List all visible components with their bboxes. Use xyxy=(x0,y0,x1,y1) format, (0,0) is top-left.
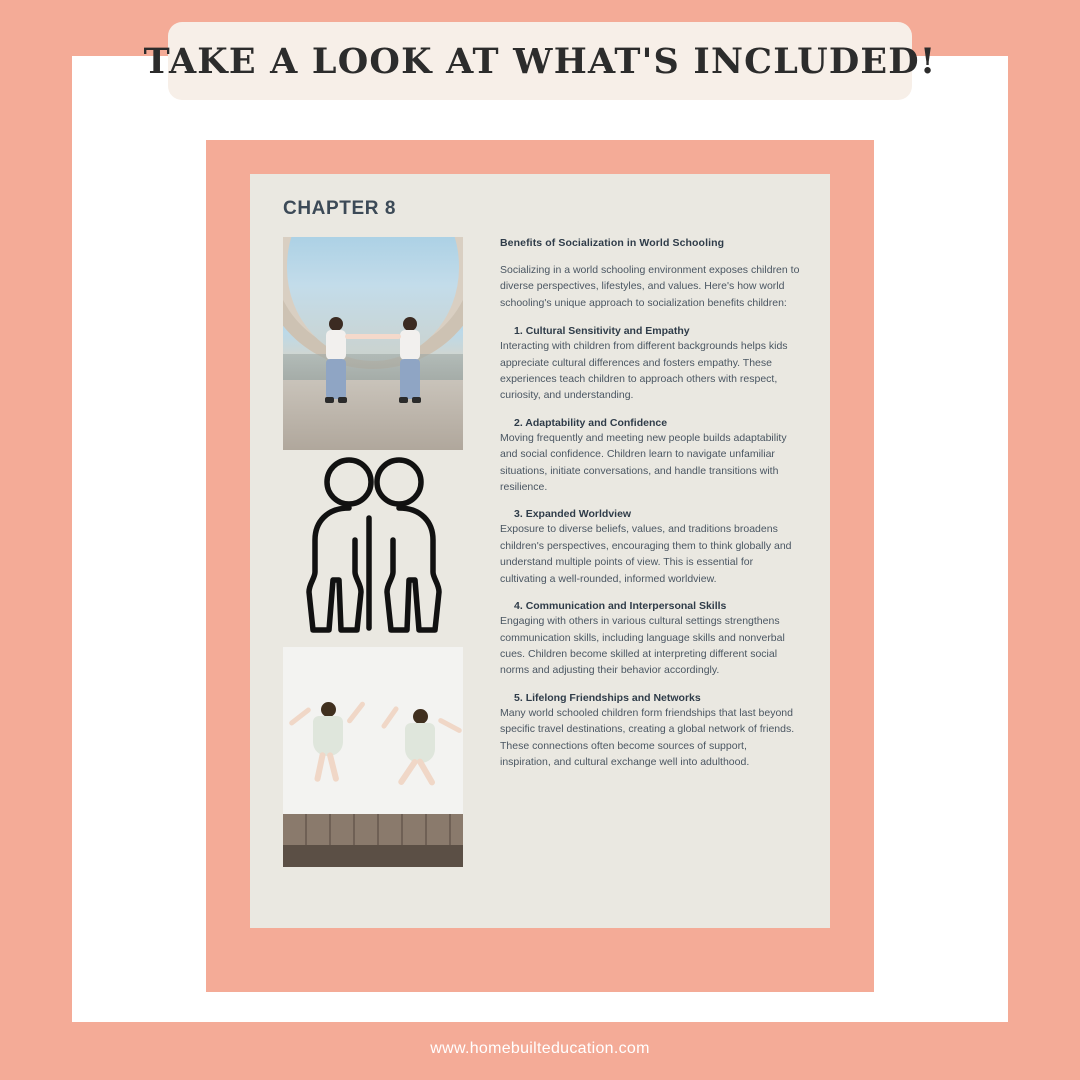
document-page xyxy=(250,174,830,928)
footer-website-url[interactable]: www.homebuilteducation.com xyxy=(430,1040,650,1057)
list-item-title xyxy=(514,692,800,704)
photo-girls-jumping xyxy=(283,647,463,867)
list-item-label: Communication and Interpersonal Skills xyxy=(525,600,727,613)
list-item xyxy=(500,508,800,587)
list-item-body: Moving frequently and meeting new people builds adaptability and social confidence. Children learn to navigate unfamiliar situations, initiate conversations, and handle transitions with resilience. xyxy=(500,431,787,494)
list-item xyxy=(500,417,800,496)
list-item xyxy=(500,325,800,404)
list-item-body: Interacting with children from different backgrounds helps kids appreciate cultural differences and fosters empathy. These experiences teach children to approach others with respect, curiosity, and understanding. xyxy=(500,340,788,402)
two-people-icon xyxy=(283,452,463,637)
list-item-number: 1. xyxy=(514,325,523,338)
list-item-body: Exposure to diverse beliefs, values, and traditions broadens children's perspectives, encouraging them to think globally and understand multiple points of view. This is essential for cultivating a well-rounded, informed worldview. xyxy=(500,523,792,585)
list-item xyxy=(500,600,800,679)
list-item-body: Engaging with others in various cultural settings strengthens communication skills, including language skills and nonverbal cues. Children become skilled at interpreting different social norms and adjusting their behavior accordingly. xyxy=(500,615,785,677)
page-right-column xyxy=(500,237,800,783)
list-item-title xyxy=(514,417,800,429)
list-item-label: Expanded Worldview xyxy=(525,508,632,521)
list-item xyxy=(500,692,800,771)
photo-children-archway xyxy=(283,237,463,450)
list-item-number: 3. xyxy=(514,508,523,521)
list-item-title xyxy=(514,600,800,612)
list-item-label: Cultural Sensitivity and Empathy xyxy=(525,325,690,338)
section-intro: Socializing in a world schooling environment exposes children to diverse perspectives, lifestyles, and values. Here's how world schooling's unique approach to socialization benefits children: xyxy=(500,264,800,309)
list-item-body: Many world schooled children form friendships that last beyond specific travel destinations, creating a global network of friends. These connections often become sources of support, inspiration, and cultural exchange well into adulthood. xyxy=(500,706,795,768)
list-item-title xyxy=(514,325,800,337)
headline-banner xyxy=(143,22,937,100)
chapter-label: CHAPTER 8 xyxy=(283,198,397,219)
list-item-label: Lifelong Friendships and Networks xyxy=(525,691,701,704)
list-item-number: 4. xyxy=(514,600,523,613)
list-item-number: 2. xyxy=(514,416,523,429)
headline-text: TAKE A LOOK AT WHAT'S INCLUDED! xyxy=(143,40,937,82)
list-item-title xyxy=(514,508,800,520)
list-item-label: Adaptability and Confidence xyxy=(525,416,668,429)
section-heading: Benefits of Socialization in World Schooling xyxy=(500,237,725,249)
list-item-number: 5. xyxy=(514,691,523,704)
